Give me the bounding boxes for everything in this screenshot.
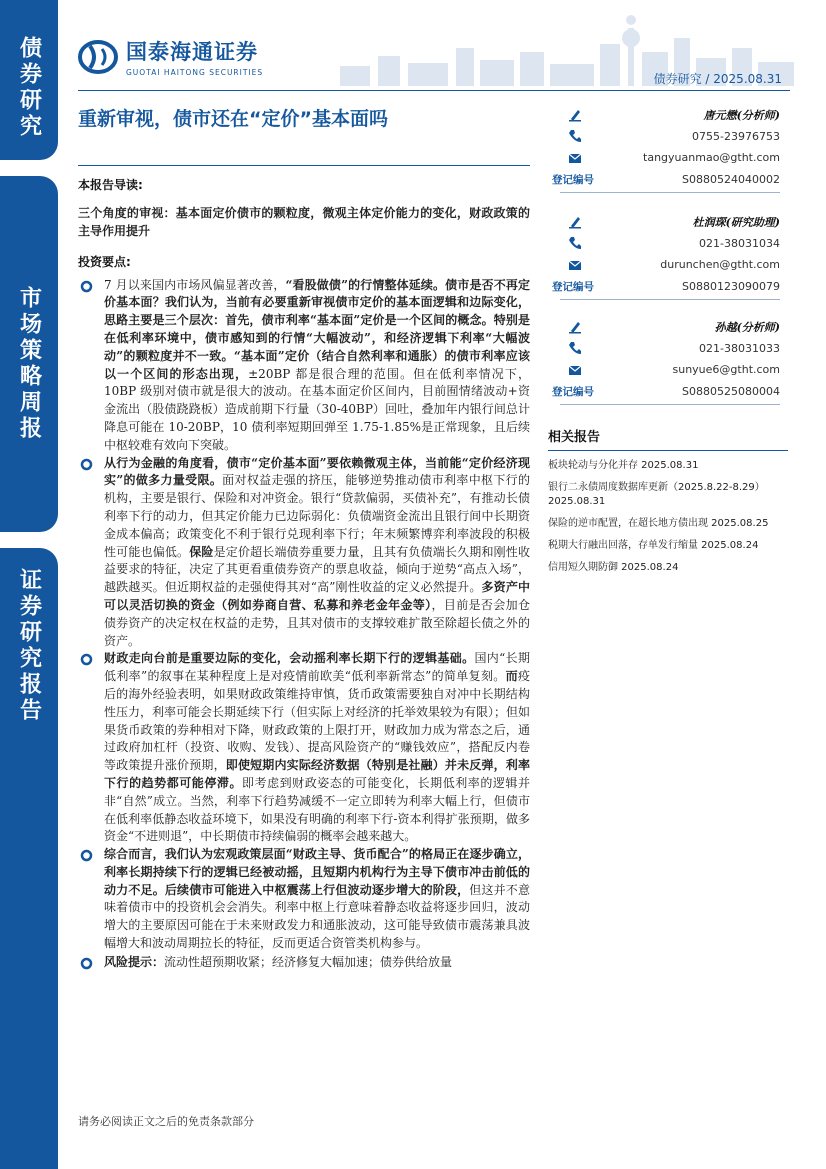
bullet-ring-icon [80,653,93,666]
analyst-divider [560,299,780,300]
header-divider [78,90,790,91]
risk-label: 风险提示： [104,954,165,969]
point-text-segment: 面对权益走强的挤压，能够逆势推动债市利率中枢下行的机构，主要是银行、保险和对冲资金。银行“贷款偏弱，买债补充”，有推动长债利率下行的动力，但其定价能力已边际弱化：负债端资金流出且银行间中长期资金成本偏高；政策变化不利于银行兑现利率下行；年末频繁博弈利率波段的积极性可能也偏低。 [104,473,530,559]
related-heading: 相关报告 [548,426,788,451]
points-heading: 投资要点: [78,254,131,269]
pen-icon [568,215,582,229]
analyst-name: 孙越(分析师) [714,320,780,334]
bullet-ring-icon [80,849,93,862]
brand-name-cn: 国泰海通证券 [126,40,258,64]
disclaimer: 请务必阅读正文之后的免责条款部分 [78,1115,254,1128]
point-text-segment: 而 [505,669,518,684]
analyst-email[interactable]: sunyue6@gtht.com [672,363,780,377]
sidebar-band-label: 市场策略周报 [16,286,42,442]
analyst-block [552,104,780,193]
related-report-link[interactable]: 银行二永债周度数据库更新（2025.8.22-8.29）2025.08.31 [548,482,765,507]
point-text-segment: ±20BP 都是很合理的范围。但在低利率情况下，10BP 级别对债市就是很大的波动。在基本面定价区间内，目前囿情绪波动+资金流出（股债跷跷板）造成前期下行量（30-40BP）回吐，叠加年内银行间总计降息可能在 10-20BP，10 债利率短期回弹至 1.75-1.85%是正常现象，且后续中枢较难有效向下突破。 [104,366,530,452]
related-list [548,459,788,575]
point-text-segment: 是定价超长端债券重要力量，且其有负债端长久期和刚性收益要求的特征，决定了其更看重债券资产的票息收益，倾向于逆势“高点入场”，越跌越买。但近期权益的走强使得其对“高”刚性收益的定义必然提升。 [104,544,530,595]
analyst-block [552,211,780,300]
point-text-segment: 多资产中可以灵活切换的资金（例如券商自营、私募和养老金年金等） [104,580,530,612]
analyst-divider [560,404,780,405]
analyst-email[interactable]: durunchen@gtht.com [660,258,780,272]
phone-icon [568,129,582,143]
sidebar-band-label: 债券研究 [16,36,42,140]
point-text-segment: 但这并不意味着债市中的投资机会会消失。利率中枢上行意味着静态收益将逐步回归，波动增大的主要原因可能在于未来财政发力和通胀波动，这可能导致债市震荡兼具波幅增大和波动周期拉长的特征，反而更适合资管类机构参与。 [104,882,530,951]
logo-mark-icon [78,40,118,74]
analyst-divider [560,192,780,193]
investment-point [78,846,530,953]
point-text-segment: 疫后的海外经验表明，如果财政政策维持审慎，货币政策需要独自对冲中长期结构性压力，利率可能会长期延续下行（但实际上对经济的托举效果较为有限）；但如果货币政策的券种相对下降，财政政策的上限打开，财政加力成为常态之后，通过政府加杠杆（投资、收购、发钱）、提高风险资产的“赚钱效应”，搭配反内卷等政策提升涨价预期， [104,669,531,773]
header-date: 2025.08.31 [713,72,782,86]
point-text-segment: 保险 [189,544,214,559]
main-content [78,177,530,972]
guide-text: 三个角度的审视：基本面定价债市的颗粒度，微观主体定价能力的变化，财政政策的主导作用提升 [78,205,530,238]
email-icon [568,258,582,272]
analyst-reg-no: S0880525080004 [682,384,780,398]
bullet-ring-icon [80,458,93,471]
sidebar-band-market-strategy [0,176,58,532]
sidebar-band-bond-research [0,0,58,160]
title-divider [78,165,530,166]
phone-icon [568,236,582,250]
related-report-link[interactable]: 信用短久期防御 2025.08.24 [548,562,679,573]
analyst-name: 杜润琛(研究助理) [692,215,780,229]
related-report-link[interactable]: 税期大行融出回落，存单发行缩量 2025.08.24 [548,540,759,551]
phone-icon [568,341,582,355]
pen-icon [568,108,582,122]
analyst-email[interactable]: tangyuanmao@gtht.com [643,151,780,165]
investment-point [78,277,530,455]
investment-points-list [78,277,530,953]
brand-name-en: GUOTAI HAITONG SECURITIES [126,68,264,77]
bullet-ring-icon [80,957,93,970]
point-text-segment: “看股做债”的行情整体延续。债市是否不再定价基本面？我们认为，当前有必要重新审视债市定价的基本面逻辑和边际变化，思路主要是三个层次：首先，债市利率“基本面”定价是一个区间的概念。特别是在低利率环境中，债市感知到的行情“大幅波动”，和经济逻辑下利率“大幅波动”的颗粒度并不一致。“基本面”定价（结合自然利率和通胀）的债市利率应该以一个区间的形态出现， [104,277,530,381]
bullet-ring-icon [80,280,93,293]
analyst-reg-no: S0880123090079 [682,279,780,293]
pen-icon [568,320,582,334]
header-meta [654,70,782,87]
point-text-segment: 即使短期内实际经济数据（特别是社融）并未反弹，利率下行的趋势都可能停滞。 [104,758,530,790]
related-report-link[interactable]: 保险的逆市配置，在超长地方债出现 2025.08.25 [548,518,769,529]
analyst-reg-no: S0880524040002 [682,172,780,186]
email-icon [568,363,582,377]
point-text-segment: 7 月以来国内市场风偏显著改善， [104,277,286,292]
sidebar-band-securities-report [0,548,58,1169]
guide-heading: 本报告导读: [78,178,143,192]
point-text-segment: 即考虑到财政姿态的可能变化，长期低利率的逻辑并非“自然”成立。当然，利率下行趋势减缓不一定立即转为利率大幅上行，但债市在低利率低静态收益环境下，如果没有明确的利率下行-资本利得扩张预期，做多资金“不进则退”，中长期债市持续偏弱的概率会越来越大。 [104,775,530,844]
related-reports [548,426,788,575]
point-text-segment: 国内“长期低利率”的叙事在某种程度上是对疫情前欧美“低利率新常态”的简单复刻。 [104,651,530,684]
analyst-name: 唐元懋(分析师) [703,108,780,122]
point-text-segment: 综合而言，我们认为宏观政策层面“财政主导、货币配合”的格局正在逐步确立，利率长期持续下行的逻辑已经被动摇，且短期内机构行为主导下债市冲击前低的动力不足。后续债市可能进入中枢震荡上行但波动逐步增大的阶段， [104,847,530,897]
left-sidebar [0,0,58,1169]
email-icon [568,151,582,165]
analyst-reg-label: 登记编号 [552,173,594,186]
investment-point [78,650,530,846]
analyst-reg-label: 登记编号 [552,385,594,398]
risk-warning [78,954,530,972]
point-text-segment: ，目前是否会加仓债券资产的决定权在权益的走势，且其对债市的支撑较难扩散至除超长债之外的资产。 [104,597,530,648]
related-report-link[interactable]: 板块轮动与分化并存 2025.08.31 [548,460,699,471]
header-separator: / [705,72,710,86]
point-text-segment: 财政走向台前是重要边际的变化，会动摇利率长期下行的逻辑基础。 [104,651,475,666]
analyst-block [552,316,780,405]
header-category: 债券研究 [653,72,702,86]
analyst-phone: 021-38031034 [699,236,780,250]
risk-text: 流动性超预期收紧；经济修复大幅加速；债券供给放量 [164,954,453,969]
point-text-segment: 从行为金融的角度看，债市“定价基本面”要依赖微观主体，当前能“定价经济现实”的做多力量受限。 [104,455,530,488]
sidebar-band-label: 证券研究报告 [16,568,42,724]
investment-point [78,455,530,651]
analyst-reg-label: 登记编号 [552,280,594,293]
analyst-phone: 0755-23976753 [692,129,780,143]
page-title: 重新审视，债市还在“定价”基本面吗 [78,108,388,130]
brand-logo [78,36,263,77]
analyst-phone: 021-38031033 [699,341,780,355]
